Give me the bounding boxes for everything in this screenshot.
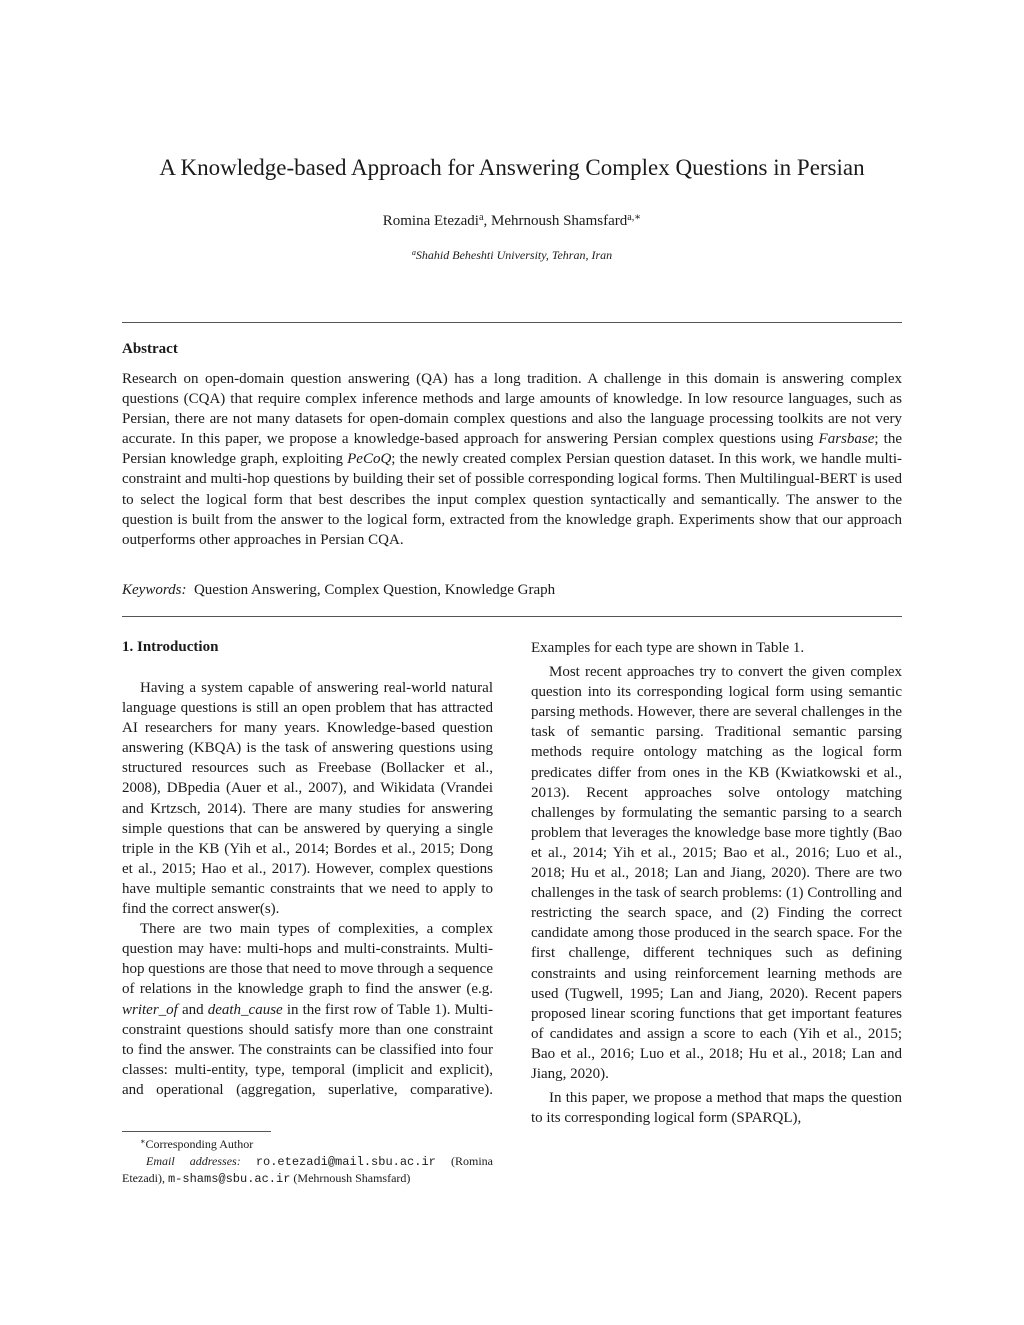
footnote (122, 1136, 493, 1188)
paragraph: Most recent approaches try to convert the given complex question into its corresponding logical form using semantic parsing methods. However, there are several challenges in the task of semantic parsing. Traditional semantic parsing methods require ontology matching as the logical form predicates differ from ones in the KB (Kwiatkowski et al., 2013). Recent approaches solve ontology matching challenges by formulating the semantic parsing to a search problem that leverages the knowledge base more tightly (Bao et al., 2014; Yih et al., 2015; Bao et al., 2016; Luo et al., 2018; Hu et al., 2018; Lan and Jiang, 2020). There are two challenges in the task of search problems: (1) Controlling and restricting the search space, and (2) Finding the correct candidate among those produced in the search space. For the first challenge, different techniques such as defining constraints and using reinforcement learning methods are used (Tugwell, 1995; Lan and Jiang, 2020). Recent papers proposed linear scoring functions that get important features of candidates and assign a score to each (Yih et al., 2015; Bao et al., 2016; Luo et al., 2018; Hu et al., 2018; Lan and Jiang, 2020). (531, 664, 902, 1082)
affiliation-mark: a (411, 247, 416, 257)
abstract-text: ; the Persian knowledge graph, exploiting (122, 431, 902, 468)
email-link[interactable]: ro.etezadi@mail.sbu.ac.ir (255, 1154, 436, 1169)
paper-title: A Knowledge-based Approach for Answering Complex Questions in Persian (159, 155, 865, 180)
abstract-body (122, 369, 902, 550)
abstract-heading: Abstract (122, 341, 178, 357)
footnote-rule (122, 1131, 271, 1132)
footnote-text: (Romina Etezadi), (122, 1153, 493, 1185)
top-rule (122, 322, 902, 323)
author-name: Romina Etezadi (382, 213, 479, 229)
paragraph-text: and (177, 1001, 208, 1018)
affiliation (0, 247, 1024, 263)
author-separator: , (483, 213, 491, 229)
left-column (122, 637, 493, 1100)
footnote-line (122, 1153, 493, 1188)
keywords-text: Question Answering, Complex Question, Knowledge Graph (193, 582, 556, 598)
affiliation-mark: a (478, 211, 484, 223)
keywords (122, 580, 902, 600)
keywords-label: Keywords: (122, 582, 187, 598)
author-list (0, 211, 1024, 231)
paragraph-text: There are two main types of complexities, a complex question may have: multi-hops and multi-constraints. Multi-hop questions are those that need to move through a sequence of relations in the knowledge graph to find the answer (e.g. (122, 921, 493, 998)
paragraph-text: in the first row of Table 1). Multi-constraint questions should satisfy more than one constraint to find the answer. The constraints can be classified into four classes: multi-entity, type, temporal (implicit and explicit), and operational (aggregation, superlative, comparative). (122, 1001, 493, 1098)
footnote-text: (Mehrnoush Shamsfard) (293, 1171, 411, 1185)
bottom-rule (122, 616, 902, 617)
footnote-line (122, 1136, 493, 1153)
paragraph (122, 919, 493, 1100)
affiliation-text: Shahid Beheshti University, Tehran, Iran (415, 248, 613, 262)
paragraph: In this paper, we propose a method that maps the question to its corresponding logical form (SPARQL), (531, 1090, 902, 1127)
abstract-text: Research on open-domain question answering (QA) has a long tradition. A challenge in this domain is answering complex questions (CQA) that require complex inference methods and large amounts of knowledge. In low resource languages, such as Persian, there are not many datasets for open-domain complex questions and also the language processing toolkits are not very accurate. In this paper, we propose a knowledge-based approach for answering Persian complex questions using (122, 371, 902, 448)
email-link[interactable]: m-shams@sbu.ac.ir (167, 1172, 291, 1186)
footnote-text: Corresponding Author (145, 1137, 254, 1151)
paragraph-text: Examples for each type are shown in Table 1. (531, 640, 805, 656)
paragraph: Having a system capable of answering real-world natural language questions is still an open problem that has attracted AI researchers for many years. Knowledge-based question answering (KBQA) is the task of answering questions using structured resources such as Freebase (Bollacker et al., 2008), DBpedia (Auer et al., 2007), and Wikidata (Vrandei and Krtzsch, 2014). There are many studies for answering simple questions that can be answered by querying a single triple in the KB (Yih et al., 2014; Bordes et al., 2015; Dong et al., 2015; Hao et al., 2017). However, complex questions have multiple semantic constraints that we need to apply to find the correct answer(s). (122, 680, 493, 918)
farsbase-term: Farsbase (818, 431, 875, 448)
section-heading: 1. Introduction (122, 639, 219, 655)
author-name: Mehrnoush Shamsfard (491, 213, 628, 229)
right-column (531, 638, 902, 1128)
affiliation-mark: a,∗ (627, 211, 642, 223)
pecoq-term: PeCoQ (347, 451, 392, 468)
footnote-mark: ∗ (140, 1136, 146, 1146)
paragraph-continued (531, 638, 902, 658)
email-label: Email addresses: (146, 1153, 241, 1168)
abstract-text: ; the newly created complex Persian question dataset. In this work, we handle multi-constraint and multi-hop questions by building their set of possible corresponding logical forms. Then Multilingual-BERT is used to select the logical form that best describes the input complex question syntactically and semantically. The answer to the question is built from the answer to the logical form, extracted from the knowledge graph. Experiments show that our approach outperforms other approaches in Persian CQA. (122, 451, 902, 548)
relation-term: death_cause (207, 1001, 283, 1018)
relation-term: writer_of (122, 1001, 178, 1018)
